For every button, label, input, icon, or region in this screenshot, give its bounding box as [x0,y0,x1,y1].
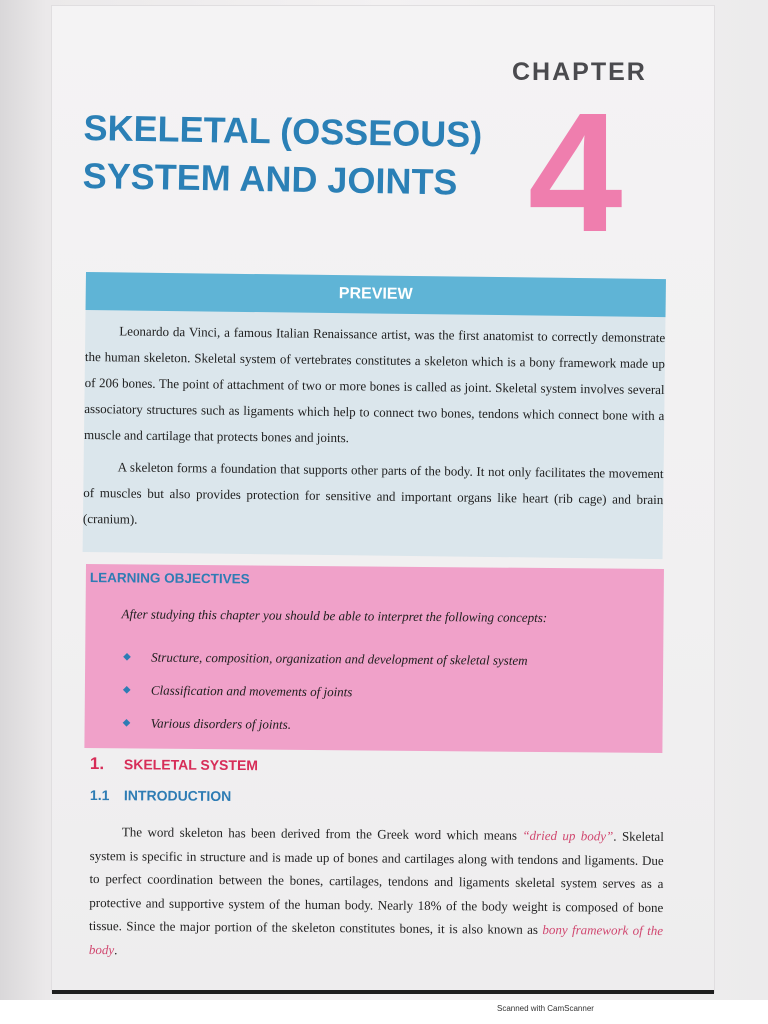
objective-text: Classification and movements of joints [150,682,353,699]
list-item [122,706,527,743]
section-heading [90,754,258,775]
preview-paragraph-1: Leonardo da Vinci, a famous Italian Renaissance artist, was the first anatomist to correctly demonstrate the human skeleton. Skeletal system of vertebrates constitutes a skeleton which is a bony framework made up of 206 bones. The point of attachment of two or more bones is called as joint. Skeletal system involves several associatory structures such as ligaments which help to connect two bones, tendons which connect bone with a muscle and cartilage that protects bones and joints. [83,323,666,446]
chapter-label: CHAPTER [512,58,647,86]
diamond-bullet-icon: ◆ [122,717,131,729]
preview-heading: PREVIEW [86,272,666,317]
chapter-title [82,104,482,207]
preview-body [83,310,666,539]
list-item [123,640,528,677]
preview-box [83,272,666,559]
section-number: 1. [89,754,105,774]
scanner-watermark: Scanned with CamScanner [497,1004,594,1013]
objective-text: Structure, composition, organization and development of skeletal system [151,649,528,668]
learning-objectives-box [84,564,664,753]
learning-objectives-heading: LEARNING OBJECTIVES [89,570,250,587]
introduction-paragraph [89,820,664,966]
learning-objectives-intro: After studying this chapter you should be able to interpret the following concepts: [121,606,548,626]
highlight-bony-framework: bony framework of the body [88,921,664,957]
subsection-title: INTRODUCTION [123,787,232,804]
subsection-number: 1.1 [89,787,110,804]
diamond-bullet-icon: ◆ [123,651,131,663]
learning-objectives-list [122,640,527,743]
section-title: SKELETAL SYSTEM [123,756,259,774]
scan-edge [52,990,714,994]
intro-text-c: . [114,941,118,957]
intro-text-b: . Skeletal system is specific in structure and is made up of bones and cartilages along with tendons and ligaments. Due to perfect coordination between the bones, cartilages, tendons and ligaments skeletal system serves as a protective and supportive system of the human body. Nearly 18% of the body weight is composed of bone tissue. Since the major portion of the skeleton constitutes bones, it is also known as [89,828,664,937]
subsection-heading [90,787,231,806]
list-item [123,673,528,710]
chapter-title-line1: SKELETAL (OSSEOUS) [83,106,483,155]
introduction-body [89,820,664,966]
intro-text-a: The word skeleton has been derived from the Greek word which means [121,824,523,843]
highlight-dried-up-body: “dried up body” [522,827,614,844]
chapter-number: 4 [528,78,623,268]
diamond-bullet-icon: ◆ [122,684,131,696]
preview-paragraph-2: A skeleton forms a foundation that supports other parts of the body. It not only facilitates the movement of muscles but also provides protection for sensitive and important organs like heart (rib cage) and brain (cranium). [82,459,664,527]
chapter-title-line2: SYSTEM AND JOINTS [82,154,458,203]
objective-text: Various disorders of joints. [150,715,292,732]
